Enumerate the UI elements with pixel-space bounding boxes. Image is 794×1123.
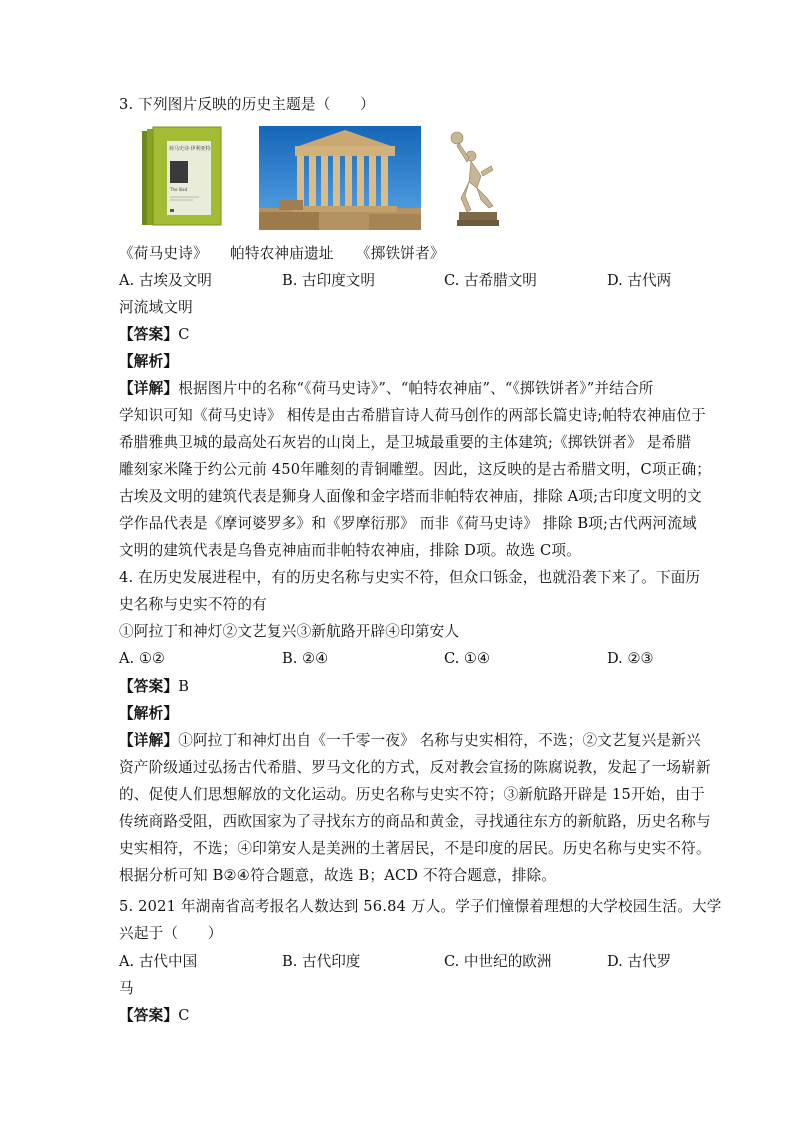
q5-stem: 兴起于（ ） bbox=[119, 925, 223, 942]
q4-detail-line: 资产阶级通过弘扬古代希腊、罗马文化的方式，反对教会宣扬的陈腐说教，发起了一场崭新 bbox=[119, 759, 711, 776]
q3-answer bbox=[119, 325, 679, 345]
q4-detail-line: 传统商路受阻，西欧国家为了寻找东方的商品和黄金，寻找通往东方的新航路，历史名称与 bbox=[119, 813, 711, 830]
q5-stem: 5. 2021 年湖南省高考报名人数达到 56.84 万人。学子们憧憬着理想的大学校园生活。大学 bbox=[119, 898, 722, 915]
answer-label: 【答案】 bbox=[119, 1007, 179, 1024]
book-cover-image bbox=[139, 125, 225, 229]
q4-option-d: D. ②③ bbox=[607, 650, 654, 667]
book-cover-title: 荷马史诗·伊利亚特 bbox=[169, 146, 211, 152]
q4-stem: 4. 在历史发展进程中，有的历史名称与史实不符，但众口铄金，也就沿袭下来了。下面历 bbox=[119, 569, 701, 586]
q3-analysis-label: 【解析】 bbox=[119, 353, 179, 370]
q3-detail-line: 【详解】根据图片中的名称“《荷马史诗》”、“帕特农神庙”、“《掷铁饼者》”并结合所 bbox=[119, 380, 654, 397]
q4-detail-line: 根据分析可知 B②④符合题意，故选 B；ACD 不符合题意，排除。 bbox=[119, 867, 557, 884]
q4-detail-line: 史实相符，不选；④印第安人是美洲的土著居民，不是印度的居民。历史名称与史实不符。 bbox=[119, 840, 711, 857]
q4-option-c: C. ①④ bbox=[444, 650, 491, 667]
q4-analysis-label: 【解析】 bbox=[119, 705, 179, 722]
q3-stem: 3. 下列图片反映的历史主题是（ ） bbox=[119, 96, 375, 113]
answer-value: B bbox=[178, 678, 190, 695]
book-cover-subtitle: The Iliad bbox=[170, 187, 188, 192]
answer-value: C bbox=[178, 326, 190, 343]
q3-option-a: A. 古埃及文明 bbox=[119, 272, 212, 289]
detail-label: 【详解】 bbox=[119, 732, 179, 749]
q4-option-a: A. ①② bbox=[119, 650, 165, 667]
q5-option-d-cont: 马 bbox=[119, 980, 134, 997]
answer-value: C bbox=[178, 1007, 190, 1024]
answer-label: 【答案】 bbox=[119, 326, 179, 343]
discobolus-image bbox=[447, 126, 507, 230]
q3-detail-line: 文明的建筑代表是乌鲁克神庙而非帕特农神庙，排除 D项。故选 C项。 bbox=[119, 542, 581, 559]
q3-option-b: B. 古印度文明 bbox=[282, 272, 375, 289]
q3-option-d: D. 古代两 bbox=[607, 272, 672, 289]
q4-detail-line: 【详解】①阿拉丁和神灯出自《一千零一夜》 名称与史实相符，不选；②文艺复兴是新兴 bbox=[119, 732, 701, 749]
q3-detail-line: 学作品代表是《摩诃婆罗多》和《罗摩衍那》 而非《荷马史诗》 排除 B项;古代两河流域 bbox=[119, 515, 697, 532]
q4-detail-line: 的、促使人们思想解放的文化运动。历史名称与史实不符；③新航路开辟是 15开始，由于 bbox=[119, 786, 705, 803]
q4-stem: 史名称与史实不符的有 bbox=[119, 596, 267, 613]
q3-detail-line: 古埃及文明的建筑代表是狮身人面像和金字塔而非帕特农神庙，排除 A项;古印度文明的文 bbox=[119, 488, 702, 505]
q4-answer bbox=[119, 677, 679, 697]
q3-detail-line: 雕刻家米隆于约公元前 450年雕刻的青铜雕塑。因此，这反映的是古希腊文明，C项正确； bbox=[119, 461, 712, 478]
q4-option-b: B. ②④ bbox=[282, 650, 329, 667]
parthenon-image bbox=[259, 126, 421, 230]
q4-items: ①阿拉丁和神灯②文艺复兴③新航路开辟④印第安人 bbox=[119, 623, 460, 640]
q3-detail-line: 希腊雅典卫城的最高处石灰岩的山岗上，是卫城最重要的主体建筑;《掷铁饼者》 是希腊 bbox=[119, 434, 692, 451]
q3-option-c: C. 古希腊文明 bbox=[444, 272, 537, 289]
q5-option-c: C. 中世纪的欧洲 bbox=[444, 953, 552, 970]
q3-image-captions: 《荷马史诗》 帕特农神庙遗址 《掷铁饼者》 bbox=[119, 245, 445, 262]
q5-answer bbox=[119, 1006, 679, 1026]
q3-detail-line: 学知识可知《荷马史诗》 相传是由古希腊盲诗人荷马创作的两部长篇史诗;帕特农神庙位于 bbox=[119, 407, 706, 424]
answer-label: 【答案】 bbox=[119, 678, 179, 695]
q5-option-d: D. 古代罗 bbox=[607, 953, 672, 970]
q5-option-b: B. 古代印度 bbox=[282, 953, 361, 970]
q3-option-d-cont: 河流域文明 bbox=[119, 299, 193, 316]
detail-label: 【详解】 bbox=[119, 380, 179, 397]
q5-option-a: A. 古代中国 bbox=[119, 953, 198, 970]
